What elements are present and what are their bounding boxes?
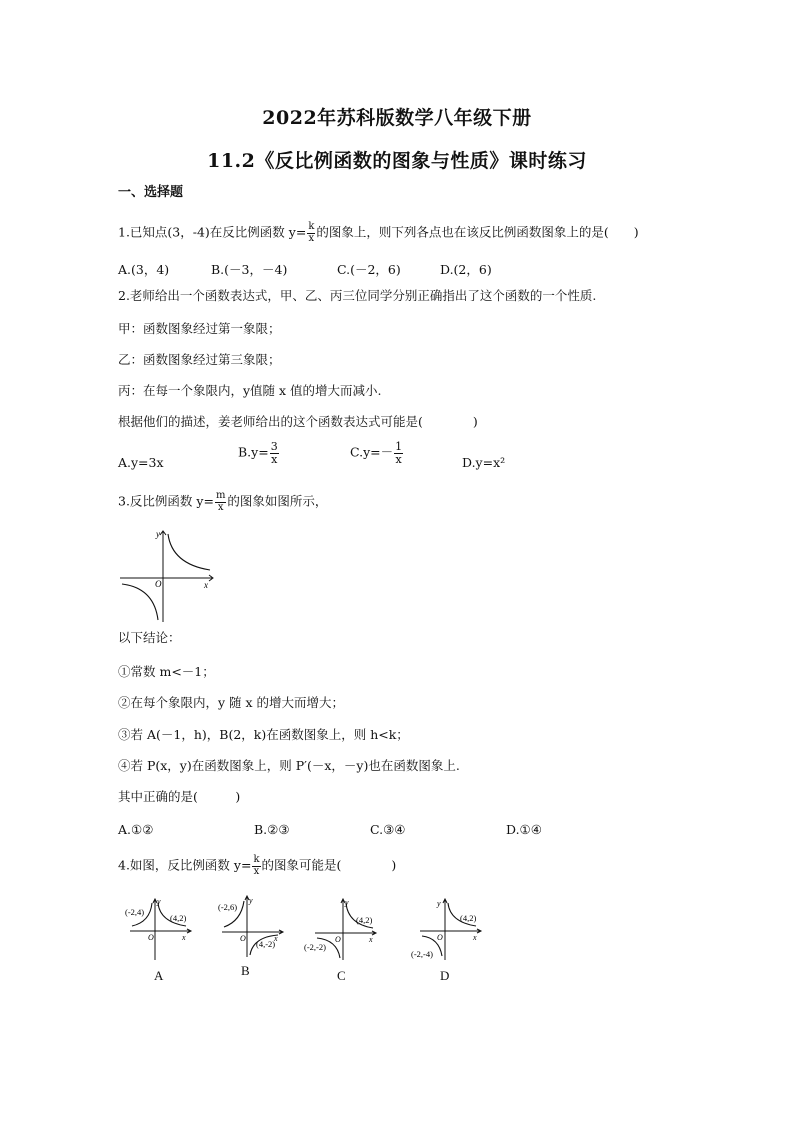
q2-c-frac-den: x [395,452,402,466]
q2-b-frac-num: 3 [270,440,278,453]
q3-y-label: y [156,529,160,539]
question-4-stem [118,855,396,877]
q3-option-b[interactable]: B.②③ [254,822,290,837]
q4-text-pre: 4.如图，反比例函数 y= [118,857,252,873]
graph-d-y-label: y [437,899,441,908]
q4-fraction [252,855,260,877]
q1-option-c[interactable]: C.(－2，6) [337,262,401,277]
graph-d-x-label: x [473,933,477,942]
graph-c-point-1: (-2,-2) [304,942,326,952]
q4-graph-a[interactable] [124,898,194,962]
q1-text-post: 的图象上，则下列各点也在该反比例函数图象上的是( ) [316,224,639,240]
q2-option-c[interactable] [350,441,404,465]
section-heading: 一、选择题 [118,185,184,200]
q2-option-b[interactable] [238,441,280,465]
q4-frac-num: k [253,854,260,865]
q1-option-d[interactable]: D.(2，6) [440,262,492,277]
q1-frac-den: x [308,232,315,244]
q3-conclusion-4: ④若 P(x，y)在函数图象上，则 P′(－x，－y)也在函数图象上. [118,758,460,773]
graph-a-origin: O [148,933,154,942]
q4-option-b-label[interactable]: B [241,963,250,978]
question-1-stem [118,222,639,244]
q4-graph-c[interactable] [303,898,381,962]
q3-text-pre: 3.反比例函数 y= [118,493,214,509]
q3-text-post: 的图象如图所示， [227,493,328,509]
question-2-stem: 2.老师给出一个函数表达式，甲、乙、丙三位同学分别正确指出了这个函数的一个性质. [118,288,597,303]
graph-d-point-1: (-2,-4) [411,949,433,959]
q4-text-post: 的图象可能是( ) [261,857,397,873]
graph-b-y-label: y [249,896,253,905]
graph-a-point-1: (-2,4) [125,907,145,917]
graph-b-point-1: (-2,6) [218,902,238,912]
q2-statement-jia: 甲：函数图象经过第一象限； [118,321,281,336]
q2-question: 根据他们的描述，姜老师给出的这个函数表达式可能是( ) [118,414,478,429]
q4-option-d-label[interactable]: D [440,968,450,983]
q2-option-a[interactable]: A.y=3x [118,455,164,470]
q2-option-b-fraction [270,441,279,465]
graph-d-point-2: (4,2) [460,913,477,923]
q2-option-b-text: B.y= [238,444,269,460]
q3-curve-quadrant-1 [168,534,210,570]
graph-a-point-2: (4,2) [170,913,187,923]
q1-option-b[interactable]: B.(－3，－4) [211,262,288,277]
q3-conclusion-2: ②在每个象限内，y 随 x 的增大而增大； [118,695,345,710]
q1-fraction [307,222,315,244]
graph-d-origin: O [437,933,443,942]
graph-b-x-label: x [274,934,278,943]
q2-option-c-fraction [394,441,403,465]
graph-c-y-label: y [345,898,349,907]
graph-c-x-label: x [369,935,373,944]
q2-option-c-text: C.y=－ [350,444,394,460]
document-title: 2022年苏科版数学八年级下册 [262,107,532,129]
graph-b-point-2: (4,-2) [256,939,276,949]
question-3-stem [118,491,327,513]
q1-option-a[interactable]: A.(3，4) [118,262,170,277]
graph-c-origin: O [335,935,341,944]
q3-option-d[interactable]: D.①④ [506,822,542,837]
q2-statement-yi: 乙：函数图象经过第三象限； [118,352,281,367]
q3-question: 其中正确的是( ) [118,789,241,804]
q3-fraction [215,491,226,513]
q2-option-d[interactable]: D.y=x² [462,455,506,470]
q3-frac-num: m [215,490,226,501]
q3-conclusion-intro: 以下结论： [118,630,181,645]
q3-origin-label: O [155,579,162,589]
q3-x-label: x [204,580,208,590]
q4-graph-d[interactable] [410,898,488,962]
q2-c-frac-num: 1 [395,440,403,453]
q3-option-a[interactable]: A.①② [118,822,154,837]
q3-option-c[interactable]: C.③④ [370,822,406,837]
lesson-title: 11.2《反比例函数的图象与性质》课时练习 [207,150,587,172]
graph-a-y-label: y [157,898,161,906]
graph-b-origin: O [240,934,246,943]
q3-frac-den: x [217,501,224,513]
q3-conclusion-3: ③若 A(－1，h)，B(2，k)在函数图象上，则 h<k； [118,727,409,742]
graph-a-x-label: x [182,933,186,942]
q4-option-c-label[interactable]: C [337,968,346,983]
q4-frac-den: x [253,865,260,877]
q3-curve-quadrant-3 [122,584,158,620]
q3-conclusion-1: ①常数 m<－1； [118,664,215,679]
q2-b-frac-den: x [271,452,278,466]
q4-graph-b[interactable] [216,895,286,959]
q2-statement-bing: 丙：在每一个象限内，y值随 x 值的增大而减小. [118,383,382,398]
graph-c-point-2: (4,2) [356,915,373,925]
q4-option-a-label[interactable]: A [154,968,164,983]
q3-hyperbola-graph [118,526,218,626]
q1-text-pre: 1.已知点(3，-4)在反比例函数 y= [118,224,307,240]
q1-frac-num: k [308,221,315,232]
